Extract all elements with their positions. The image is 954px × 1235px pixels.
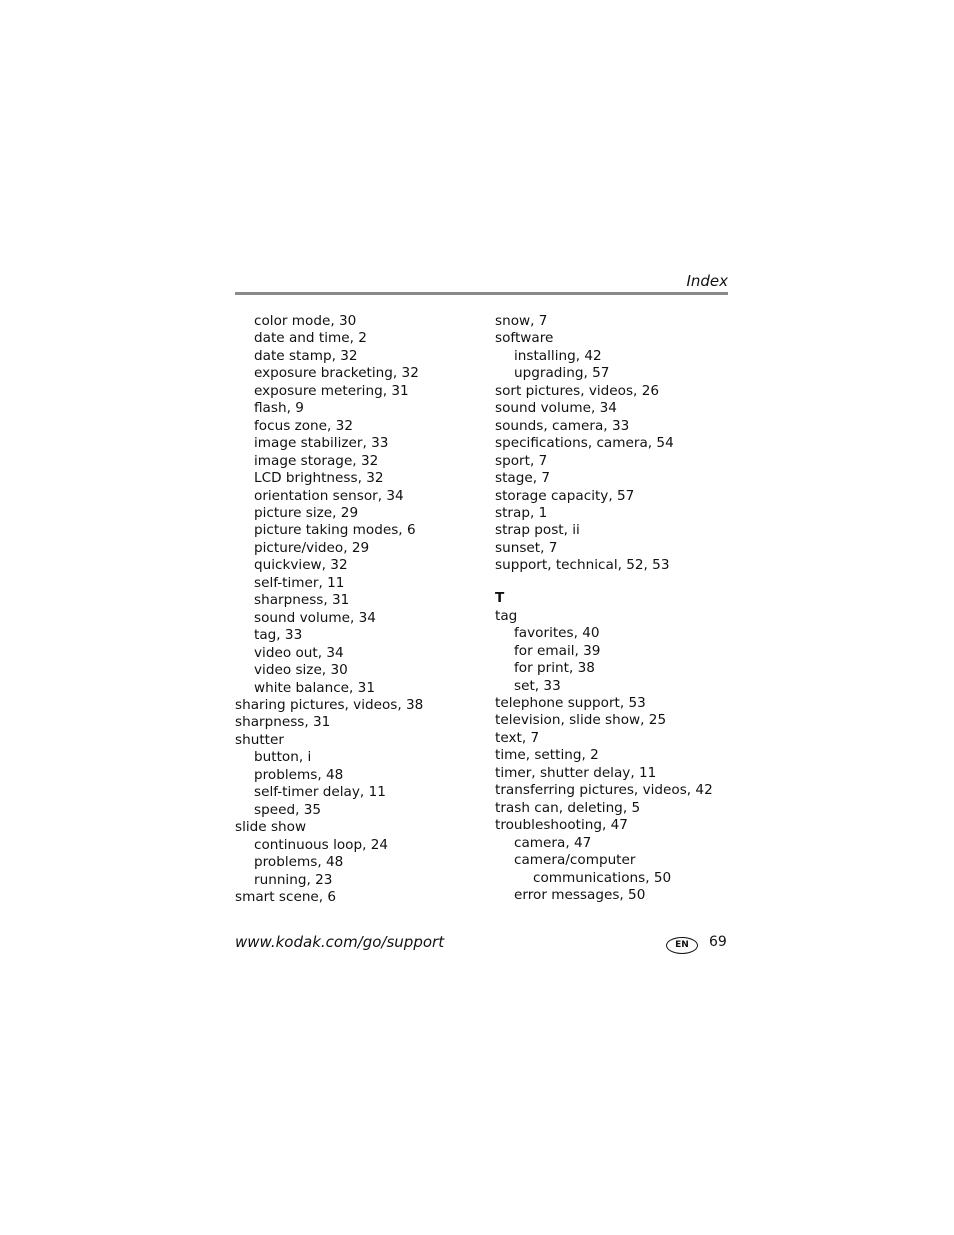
index-entry: storage capacity, 57 [495,487,635,504]
index-entry: troubleshooting, 47 [495,817,628,834]
index-subentry: orientation sensor, 34 [254,487,404,504]
index-entry: sharpness, 31 [235,714,331,731]
index-entry: sound volume, 34 [495,400,617,417]
index-subentry: set, 33 [514,677,561,694]
index-entry: strap, 1 [495,504,548,521]
index-entry: support, technical, 52, 53 [495,557,670,574]
index-subentry: self-timer, 11 [254,574,345,591]
index-entry: shutter [235,731,284,748]
index-subentry: for email, 39 [514,642,601,659]
index-column-left [235,313,475,906]
index-subentry: for print, 38 [514,660,595,677]
index-subentry: sound volume, 34 [254,609,376,626]
index-subentry: tag, 33 [254,627,303,644]
index-entry: tag [495,607,518,624]
index-entry: snow, 7 [495,313,548,329]
index-subentry: video out, 34 [254,644,344,661]
header-divider [235,292,728,295]
index-subentry: picture size, 29 [254,504,359,521]
index-entry: sharing pictures, videos, 38 [235,696,424,713]
index-subentry: picture/video, 29 [254,539,370,556]
index-subentry: image storage, 32 [254,452,379,469]
index-subentry: problems, 48 [254,854,344,871]
index-entry: sport, 7 [495,452,548,469]
index-entry: stage, 7 [495,470,551,487]
index-entry: television, slide show, 25 [495,712,667,729]
index-entry: sunset, 7 [495,539,558,556]
index-subentry: focus zone, 32 [254,417,353,434]
index-subentry: self-timer delay, 11 [254,784,386,801]
language-badge: EN [666,937,698,954]
index-subentry: camera, 47 [514,834,592,851]
index-subentry: flash, 9 [254,400,304,417]
index-entry: sort pictures, videos, 26 [495,382,659,399]
index-subentry: LCD brightness, 32 [254,470,384,487]
index-subentry: exposure bracketing, 32 [254,365,419,382]
index-subentry: error messages, 50 [514,887,646,903]
index-subentry: exposure metering, 31 [254,382,409,399]
index-subentry: image stabilizer, 33 [254,435,389,452]
index-subentry: upgrading, 57 [514,365,610,382]
index-entry: time, setting, 2 [495,747,599,764]
index-entry: transferring pictures, videos, 42 [495,782,713,799]
index-subentry: date stamp, 32 [254,347,358,364]
index-entry: specifications, camera, 54 [495,435,674,452]
index-subentry: running, 23 [254,871,333,888]
index-subentry: white balance, 31 [254,679,375,696]
index-entry: text, 7 [495,729,540,746]
index-entry: trash can, deleting, 5 [495,799,641,816]
index-entry: sounds, camera, 33 [495,417,630,434]
index-entry: timer, shutter delay, 11 [495,764,657,781]
index-subentry: communications, 50 [533,869,672,886]
index-subentry: quickview, 32 [254,557,348,574]
index-subentry: problems, 48 [254,766,344,783]
index-subentry: speed, 35 [254,801,322,818]
index-entry: slide show [235,819,307,836]
page-header-title: Index [686,272,728,290]
index-subentry: favorites, 40 [514,625,600,642]
index-subentry: date and time, 2 [254,330,367,347]
index-entry: software [495,330,554,347]
index-column-right [495,313,735,904]
index-entry: smart scene, 6 [235,888,337,905]
index-subentry: button, i [254,749,312,766]
support-url: www.kodak.com/go/support [235,933,445,951]
index-section-letter: T [495,590,505,607]
index-subentry: video size, 30 [254,662,348,679]
index-subentry: installing, 42 [514,347,602,364]
index-subentry: sharpness, 31 [254,592,350,609]
index-subentry: camera/computer [514,852,636,869]
page-number: 69 [709,934,727,950]
index-subentry: picture taking modes, 6 [254,522,416,539]
index-subentry: continuous loop, 24 [254,836,389,853]
index-entry: telephone support, 53 [495,695,646,712]
index-entry: strap post, ii [495,522,580,539]
index-subentry: color mode, 30 [254,313,357,329]
